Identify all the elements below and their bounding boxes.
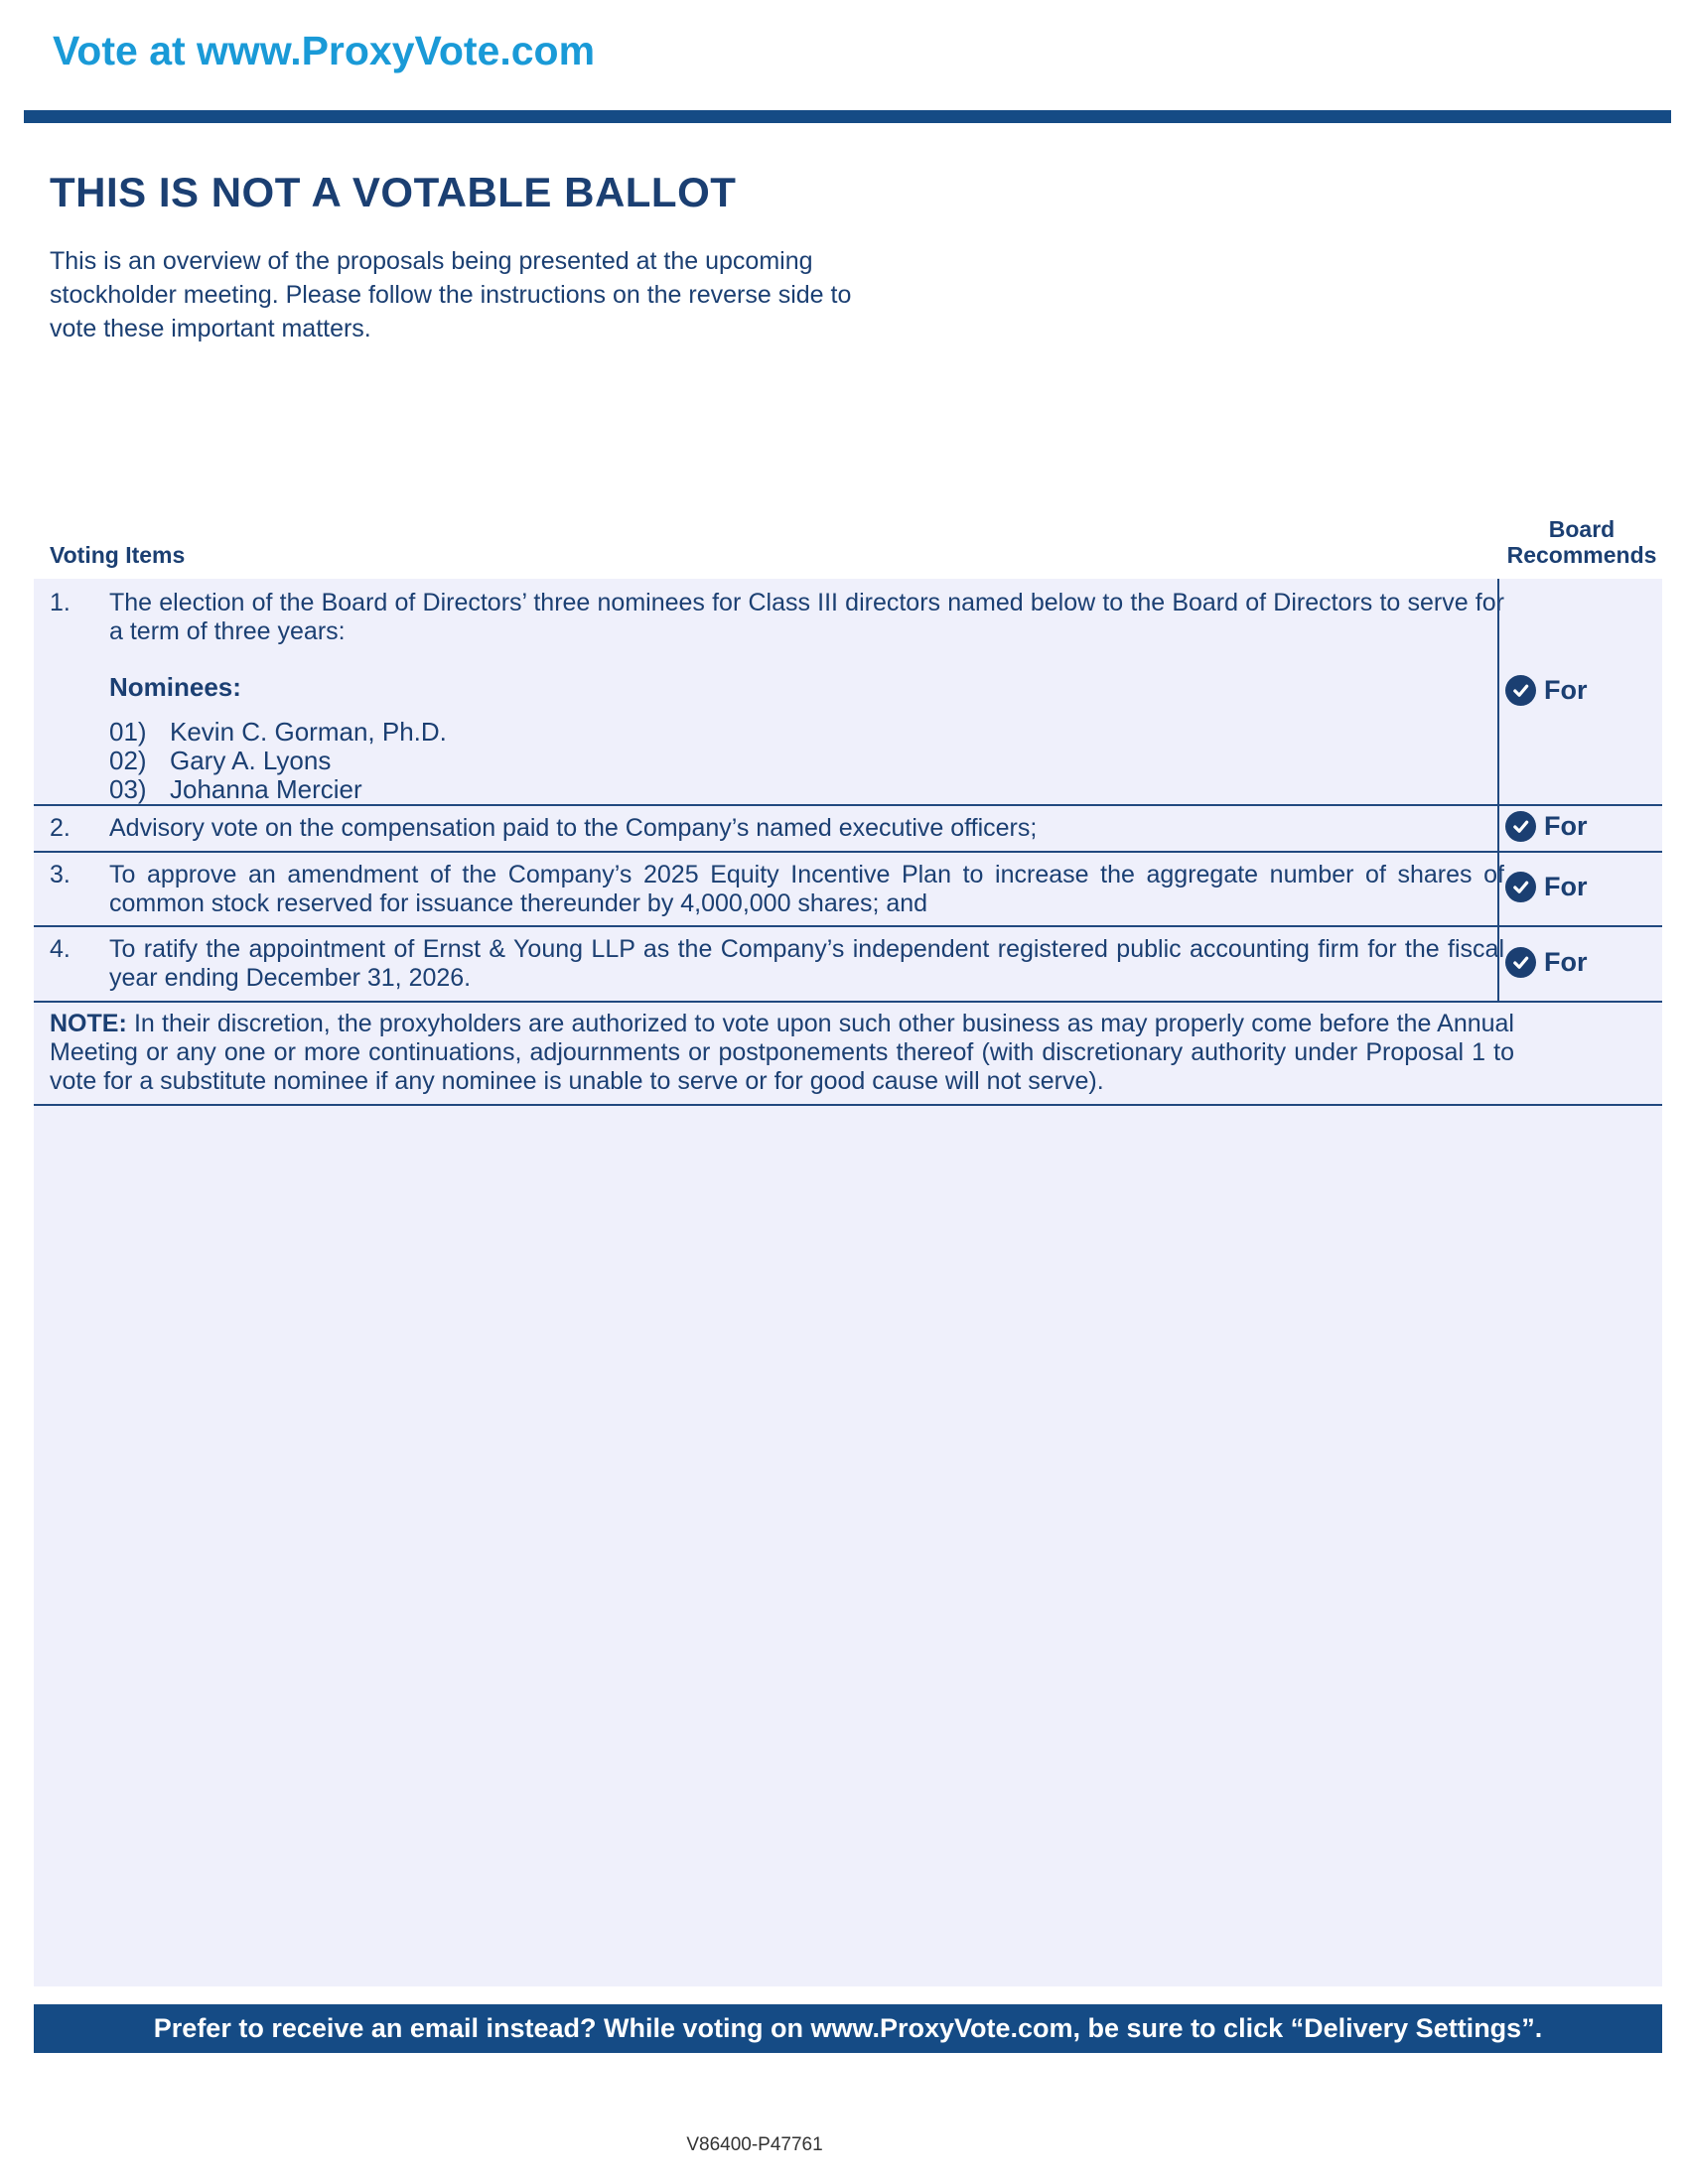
proxyvote-link[interactable]: Vote at www.ProxyVote.com	[53, 28, 596, 73]
nominee-item	[109, 718, 447, 747]
board-header-line2: Recommends	[1506, 542, 1657, 568]
check-circle-icon	[1505, 811, 1536, 842]
item-text: The election of the Board of Directors’ three nominees for Class III directors named below to the Board of Directors to serve for a term of three years:	[109, 589, 1504, 645]
recommendation-cell	[1497, 851, 1660, 925]
item-number: 4.	[50, 935, 70, 963]
item-text: To ratify the appointment of Ernst & Young LLP as the Company’s independent registered public accounting firm for the fiscal year ending December 31, 2026.	[109, 935, 1504, 992]
item-number: 3.	[50, 861, 70, 888]
voting-item-4	[34, 925, 1662, 1003]
nominees-heading: Nominees:	[109, 672, 241, 702]
recommendation-cell	[1497, 804, 1660, 851]
nominee-number: 01)	[109, 717, 147, 747]
note-text	[50, 1010, 1514, 1096]
header-rule	[24, 110, 1671, 123]
recommendation-cell	[1497, 925, 1660, 1001]
nominee-name: Johanna Mercier	[170, 774, 362, 804]
note-body: In their discretion, the proxyholders are authorized to vote upon such other business as may properly come before the Annual Meeting or any one or more continuations, adjournments or postponements thereof (with discretionary authority under Proposal 1 to vote for a substitute nominee if any nominee is unable to serve or for good cause will not serve).	[50, 1010, 1514, 1095]
job-code: V86400-P47761	[686, 2134, 823, 2155]
nominee-name: Gary A. Lyons	[170, 746, 332, 775]
recommendation-label: For	[1544, 675, 1588, 705]
intro-text: This is an overview of the proposals being presented at the upcoming stockholder meeting. Please follow the instructions on the reverse side to vote these important matters.	[50, 247, 852, 342]
email-prompt-text: Prefer to receive an email instead? While voting on www.ProxyVote.com, be sure to click “Delivery Settings”.	[153, 2013, 1543, 2043]
nominee-item	[109, 775, 362, 804]
note-label: NOTE:	[50, 1010, 127, 1037]
check-circle-icon	[1505, 675, 1536, 706]
board-recommends-header	[1487, 516, 1676, 568]
nominee-number: 03)	[109, 774, 147, 804]
check-circle-icon	[1505, 947, 1536, 978]
delivery-settings-banner	[34, 2004, 1662, 2053]
nominee-number: 02)	[109, 746, 147, 775]
recommendation-label: For	[1544, 872, 1588, 901]
voting-item-1	[34, 579, 1662, 806]
recommendation-label: For	[1544, 947, 1588, 977]
nominee-item	[109, 747, 331, 775]
item-number: 1.	[50, 589, 70, 616]
item-text: To approve an amendment of the Company’s 2025 Equity Incentive Plan to increase the aggregate number of shares of common stock reserved for issuance thereunder by 4,000,000 shares; and	[109, 861, 1504, 917]
recommendation-cell	[1497, 579, 1660, 804]
voting-item-3	[34, 851, 1662, 927]
voting-items-header: Voting Items	[50, 542, 186, 568]
recommendation-label: For	[1544, 811, 1588, 841]
note-section	[34, 1003, 1662, 1106]
check-circle-icon	[1505, 872, 1536, 902]
board-header-line1: Board	[1548, 516, 1616, 542]
voting-item-2	[34, 804, 1662, 853]
item-number: 2.	[50, 814, 70, 842]
page-title: THIS IS NOT A VOTABLE BALLOT	[50, 169, 737, 215]
item-text: Advisory vote on the compensation paid to the Company’s named executive officers;	[109, 814, 1038, 842]
nominee-name: Kevin C. Gorman, Ph.D.	[170, 717, 447, 747]
